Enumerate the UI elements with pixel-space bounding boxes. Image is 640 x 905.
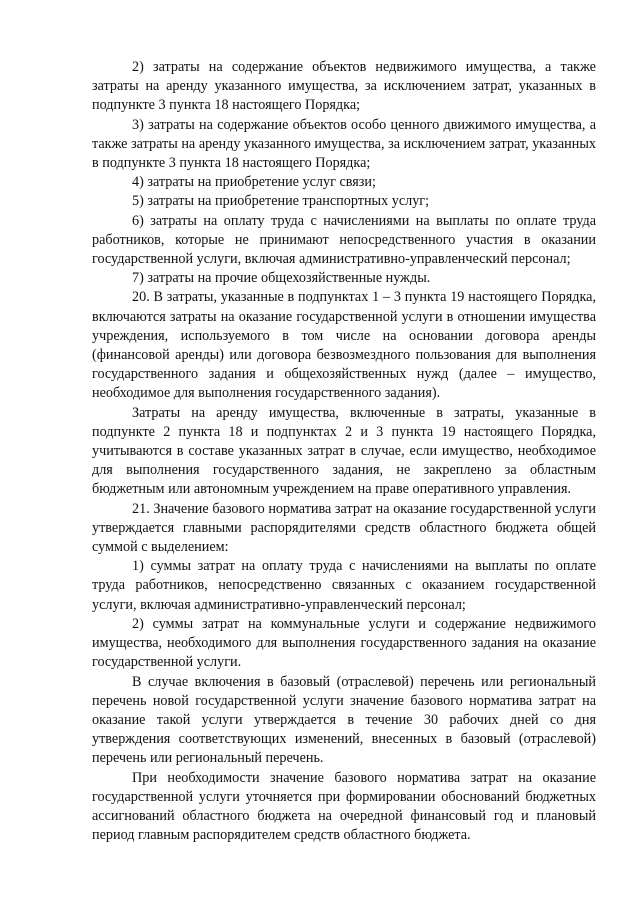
paragraph-item-2-clause: 2) затраты на содержание объектов недвижимого имущества, а также затраты на аренду указанного имущества, за исключением затрат, указанных в подпункте 3 пункта 18 настоящего Порядка; (92, 59, 596, 114)
paragraph-new-service: В случае включения в базовый (отраслевой) перечень или региональный перечень новой государственной услуги значение базового норматива затрат на оказание такой услуги утверждается в течение 30 рабочих дней со дня утверждения соответствующих изменений, внесенных в базовый (отраслевой) перечень или региональный перечень. (92, 673, 596, 767)
paragraph-rent-costs: Затраты на аренду имущества, включенные в затраты, указанные в подпункте 2 пункта 18 и подпунктах 2 и 3 пункта 19 настоящего Порядка, учитываются в составе указанных затрат в случае, если имущество, необходимое для выполнения государственного задания, не закреплено за областным бюджетным или автономным учреждением на праве оперативного управления. (92, 404, 596, 498)
paragraph-item-1-sum: 1) суммы затрат на оплату труда с начислениями на выплаты по оплате труда работников, непосредственно связанных с оказанием государственной услуги, включая административно-управленческий персонал; (92, 558, 596, 613)
paragraph-section-20: 20. В затраты, указанные в подпунктах 1 – 3 пункта 19 настоящего Порядка, включаются затраты на оказание государственной услуги в отношении имущества учреждения, используемого в том числе на основании договора аренды (финансовой аренды) или договора безвозмездного пользования для выполнения государственного задания и общехозяйственных нужд (далее – имущество, необходимое для выполнения государственного задания). (92, 289, 596, 402)
paragraph-section-21: 21. Значение базового норматива затрат на оказание государственной услуги утверждается главными распорядителями средств областного бюджета общей суммой с выделением: (92, 500, 596, 556)
paragraph-item-4-clause: 4) затраты на приобретение услуг связи; (132, 174, 376, 191)
paragraph-clarification: При необходимости значение базового норматива затрат на оказание государственной услуги уточняется при формировании обоснований бюджетных ассигнований областного бюджета на очередной финансовый год и плановый период главным распорядителем средств областного бюджета. (92, 769, 596, 844)
paragraph-item-5-clause: 5) затраты на приобретение транспортных услуг; (132, 193, 430, 210)
paragraph-item-7-clause: 7) затраты на прочие общехозяйственные нужды. (132, 270, 431, 287)
paragraph-item-2-sum: 2) суммы затрат на коммунальные услуги и содержание недвижимого имущества, необходимого для выполнения государственного задания на оказание государственной услуги. (92, 615, 596, 671)
paragraph-item-3-clause: 3) затраты на содержание объектов особо ценного движимого имущества, а также затраты на аренду указанного имущества, за исключением затрат, указанных в подпункте 3 пункта 18 настоящего Порядка; (92, 116, 596, 172)
document-page (92, 58, 596, 845)
paragraph-item-6-clause: 6) затраты на оплату труда с начислениями на выплаты по оплате труда работников, которые не принимают непосредственного участия в оказании государственной услуги, включая административно-управленческий персонал; (92, 212, 596, 268)
